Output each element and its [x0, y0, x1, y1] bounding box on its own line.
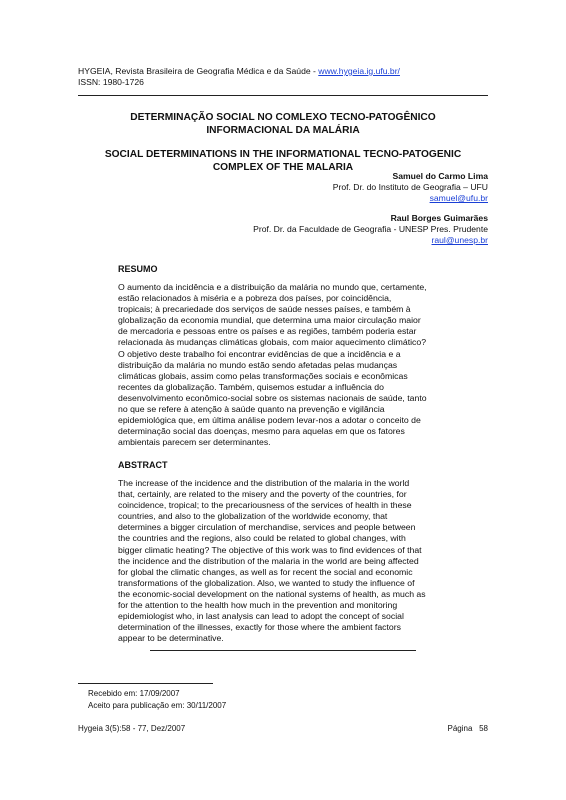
abstract-line: determination of the illnesses, exactly for those where the ambient factors: [118, 622, 401, 633]
abstract-line: bigger climatic heating? The objective of this work was to find evidences of that: [118, 544, 422, 555]
abstract-line: countries, and also to the globalization of the worldwide economy, that: [118, 511, 388, 522]
resumo-line: ambientais parecem ser determinantes.: [118, 437, 271, 448]
abstract-line: determines a bigger circulation of merchandise, services and people between: [118, 522, 416, 533]
footer-citation: Hygeia 3(5):58 - 77, Dez/2007: [78, 724, 186, 733]
abstract-line: appear to be determinative.: [118, 633, 224, 644]
abstract-line: the incidence and the distribution of the malaria in the world are being affected: [118, 555, 419, 566]
abstract-line: for the attention to the health how much in the prevention and monitoring: [118, 600, 398, 611]
author-name: Samuel do Carmo Lima: [392, 171, 488, 181]
author-block: [333, 171, 488, 204]
abstract-line: The increase of the incidence and the distribution of the malaria in the world: [118, 478, 410, 488]
title-en-line: COMPLEX OF THE MALARIA: [212, 161, 354, 173]
resumo-line: de mercadoria e pessoas entre os países e as regiões, também poderia estar: [118, 326, 417, 337]
resumo-line: globalização da economia mundial, que determina uma maior circulação maior: [118, 315, 421, 326]
abstract-line: epidemiologist who, in last analysis can lead to adopt the concept of social: [118, 611, 404, 622]
resumo-line: estão relacionados à miséria e a pobreza dos países, por coincidência,: [118, 293, 392, 304]
abstract-line: the economic-social development on the national systems of health, as much as: [118, 588, 426, 599]
resumo-line: desenvolvimento econômico-social sobre os sistemas nacionais de saúde, tanto: [118, 392, 427, 403]
author-affiliation: Prof. Dr. do Instituto de Geografia – UFU: [332, 182, 488, 192]
page-number: Página 58: [447, 724, 488, 733]
resumo-line: no que se refere à atenção à saúde quanto na prevenção e vigilância: [118, 404, 385, 415]
footnote-accepted: Aceito para publicação em: 30/11/2007: [88, 701, 227, 710]
abstract-line: the countries and the regions, also could be related to global changes, with: [118, 533, 406, 544]
resumo-line: determinação social das doenças, mesmo para aquelas em que os fatores: [118, 426, 405, 437]
resumo-line: distribuição da malária no mundo estão sendo afetadas pelas mudanças: [118, 359, 398, 370]
title-pt-line: INFORMACIONAL DA MALÁRIA: [206, 124, 360, 136]
abstract-body: [118, 478, 448, 644]
author-affiliation: Prof. Dr. da Faculdade de Geografia - UNESP Pres. Prudente: [253, 224, 488, 234]
author-email-link[interactable]: raul@unesp.br: [431, 235, 488, 245]
journal-header: [78, 66, 400, 88]
section-divider: [150, 650, 416, 651]
page-footer: [78, 723, 488, 734]
author-email-link[interactable]: samuel@ufu.br: [429, 193, 488, 203]
resumo-heading: RESUMO: [118, 264, 158, 274]
abstract-heading: ABSTRACT: [118, 460, 168, 470]
footnote-received: Recebido em: 17/09/2007: [88, 689, 180, 698]
abstract-line: transformations of the globalization. Also, we wanted to study the influence of: [118, 577, 415, 588]
resumo-line: epidemiológica que, em última análise podem levar-nos a adotar o conceito de: [118, 415, 421, 426]
issn: ISSN: 1980-1726: [78, 77, 144, 87]
abstract-line: that, certainly, are related to the misery and the poverty of the countries, for: [118, 489, 407, 500]
title-pt-line: DETERMINAÇÃO SOCIAL NO COMLEXO TECNO-PATOGÊNICO: [130, 112, 436, 123]
title-portuguese: [78, 112, 488, 137]
resumo-line: relacionada às mudanças climáticas globais, com maior aquecimento climático?: [118, 337, 427, 348]
footnote-rule: [78, 683, 213, 684]
abstract-line: coincidence, tropical; to the precariousness of the services of health in these: [118, 500, 412, 511]
resumo-line: recentes da globalização. Também, quisemos estudar a influência do: [118, 381, 384, 392]
journal-name: HYGEIA, Revista Brasileira de Geografia Médica e da Saúde -: [78, 66, 319, 76]
resumo-line: O objetivo deste trabalho foi encontrar evidências de que a incidência e a: [118, 348, 401, 359]
author-name: Raul Borges Guimarães: [390, 213, 488, 223]
resumo-body: [118, 282, 448, 448]
header-rule: [78, 95, 488, 96]
resumo-line: climáticas globais, assim como pelas transformações sociais e econômicas: [118, 370, 408, 381]
resumo-line: tropicais; à precariedade dos serviços de saúde nesses países, e também à: [118, 304, 411, 315]
journal-link[interactable]: www.hygeia.ig.ufu.br/: [318, 66, 400, 76]
author-block: [253, 213, 488, 246]
resumo-line: O aumento da incidência e a distribuição da malária no mundo que, certamente,: [118, 282, 427, 292]
abstract-line: for global the climatic changes, as well as for recent the social and economic: [118, 566, 413, 577]
title-en-line: SOCIAL DETERMINATIONS IN THE INFORMATIONAL TECNO-PATOGENIC: [104, 149, 462, 160]
